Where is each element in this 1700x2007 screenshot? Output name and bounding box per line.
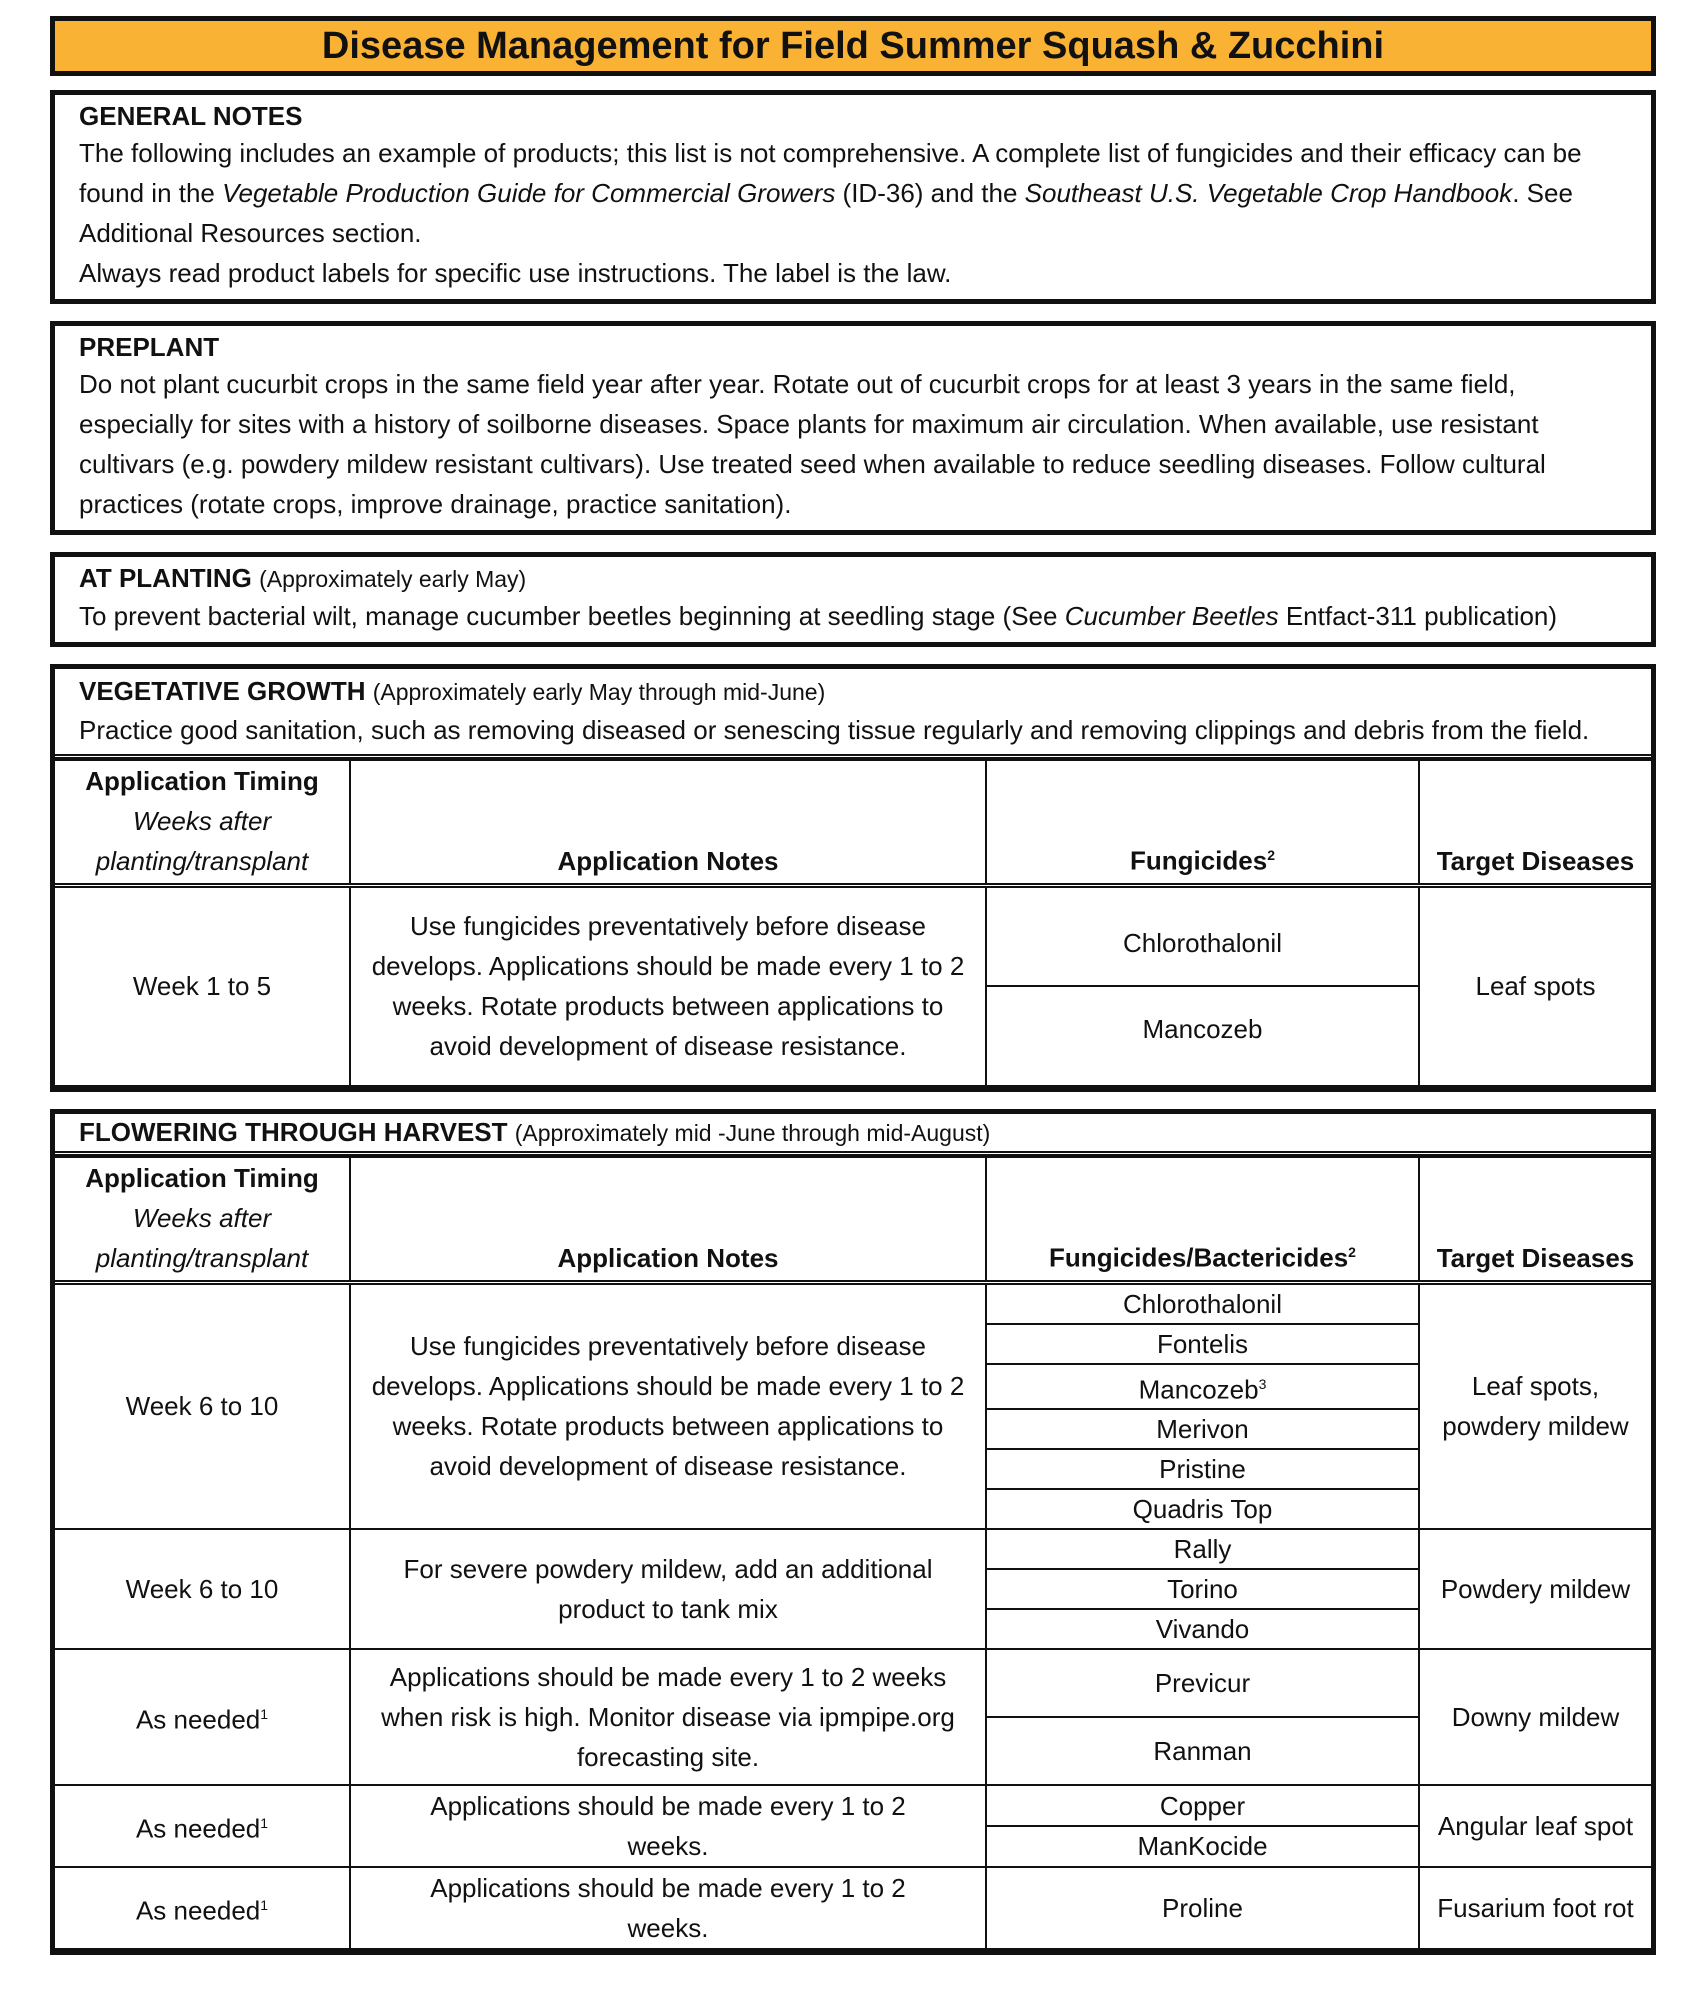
target-cell: Fusarium foot rot <box>1419 1867 1651 1949</box>
at-planting-text-part: Entfact-311 publication) <box>1278 601 1558 631</box>
document-page <box>50 16 1656 1955</box>
timing-text: As needed <box>135 1895 261 1926</box>
product-list <box>987 1787 1418 1865</box>
fungicides-column-header <box>986 1157 1419 1283</box>
notes-cell <box>350 1867 986 1949</box>
timing-cell <box>55 1649 350 1785</box>
vegetative-growth-section <box>50 664 1656 1092</box>
footnote-marker: 2 <box>1267 847 1276 864</box>
products-cell <box>986 1529 1419 1649</box>
table-header-row <box>55 1157 1651 1283</box>
fungicides-header-text: Fungicides <box>1129 846 1268 876</box>
timing-header-italic: Weeks after planting/transplant <box>95 1202 309 1273</box>
table-row <box>55 1867 1651 1949</box>
targets-column-header: Target Diseases <box>1419 1157 1651 1283</box>
table-row <box>55 1282 1651 1529</box>
vegetative-intro <box>55 669 1651 759</box>
footnote-marker: 2 <box>1348 1243 1356 1260</box>
product-item: Merivon <box>987 1410 1418 1450</box>
products-cell <box>986 1649 1419 1785</box>
at-planting-heading <box>79 561 1627 596</box>
footnote-marker: 3 <box>1258 1375 1267 1392</box>
document-title <box>50 16 1656 76</box>
table-row <box>55 886 1651 1086</box>
flowering-heading <box>79 1114 1627 1151</box>
table-row <box>55 1785 1651 1867</box>
product-item: Mancozeb <box>1142 1014 1263 1045</box>
timing-cell <box>55 1867 350 1949</box>
timing-cell <box>55 1785 350 1867</box>
at-planting-text-part: To prevent bacterial wilt, manage cucumber beetles beginning at seedling stage (See <box>79 601 1065 631</box>
product-list <box>987 1650 1418 1784</box>
product-item: Pristine <box>987 1450 1418 1490</box>
product-item: Vivando <box>1155 1614 1250 1645</box>
vegetative-heading <box>79 673 1627 710</box>
product-list <box>987 901 1418 1071</box>
timing-column-header <box>55 760 350 886</box>
at-planting-box <box>50 552 1656 647</box>
target-cell: Leaf spots <box>1419 886 1651 1086</box>
general-notes-text: . See Additional Resources section. <box>79 178 1573 248</box>
vegetative-table <box>55 759 1651 1087</box>
notes-column-header: Application Notes <box>350 760 986 886</box>
general-notes-box <box>50 90 1656 304</box>
product-item <box>987 1365 1418 1411</box>
flowering-section <box>50 1109 1656 1956</box>
product-item: Copper <box>987 1787 1418 1827</box>
product-item: Chlorothalonil <box>987 901 1418 987</box>
vegetative-subheading: (Approximately early May through mid-June) <box>372 679 826 705</box>
product-item: Quadris Top <box>1132 1494 1273 1525</box>
product-item: Ranman <box>1153 1736 1252 1767</box>
product-item: Fontelis <box>987 1325 1418 1365</box>
target-cell: Downy mildew <box>1419 1649 1651 1785</box>
product-item: ManKocide <box>1137 1831 1268 1862</box>
guide-title-italic: Vegetable Production Guide for Commercial Growers <box>222 178 836 208</box>
timing-cell: Week 1 to 5 <box>55 886 350 1086</box>
targets-column-header: Target Diseases <box>1419 760 1651 886</box>
flowering-heading-text: FLOWERING THROUGH HARVEST <box>79 1116 508 1147</box>
vegetative-text: Practice good sanitation, such as removing diseased or senescing tissue regularly and removing clippings and debris from the field. <box>79 715 1590 745</box>
product-list <box>987 1869 1418 1947</box>
target-cell: Angular leaf spot <box>1419 1785 1651 1867</box>
products-cell <box>986 1282 1419 1529</box>
product-item: Previcur <box>987 1650 1418 1718</box>
products-cell <box>986 1785 1419 1867</box>
notes-column-header: Application Notes <box>350 1157 986 1283</box>
at-planting-subheading: (Approximately early May) <box>259 566 527 592</box>
timing-header-bold: Application Timing <box>85 766 319 796</box>
preplant-heading: PREPLANT <box>79 332 220 362</box>
footnote-marker: 1 <box>260 1897 269 1914</box>
timing-column-header <box>55 1157 350 1283</box>
notes-text: Applications should be made every 1 to 2 weeks. <box>430 1791 906 1862</box>
table-row <box>55 1649 1651 1785</box>
notes-cell: Use fungicides preventatively before disease develops. Applications should be made every 1 to 2 weeks. Rotate products between applications to avoid development of disease resistance. <box>350 886 986 1086</box>
flowering-subheading: (Approximately mid -June through mid-August) <box>514 1119 991 1146</box>
products-cell <box>986 1867 1419 1949</box>
flowering-table <box>55 1156 1651 1951</box>
general-notes-paragraph <box>79 133 1627 253</box>
product-list <box>987 1530 1418 1648</box>
flowering-intro <box>55 1114 1651 1156</box>
timing-cell: Week 6 to 10 <box>55 1529 350 1649</box>
target-cell: Leaf spots, powdery mildew <box>1419 1282 1651 1529</box>
preplant-text: Do not plant cucurbit crops in the same field year after year. Rotate out of cucurbit crops for at least 3 years in the same field, especially for sites with a history of soilborne diseases. Space plants for maximum air circulation. When available, use resistant cultivars (e.g. powdery mildew resistant cultivars). Use treated seed when available to reduce seedling diseases. Follow cultural practices (rotate crops, improve drainage, practice sanitation). <box>79 369 1546 519</box>
fungicides-column-header <box>986 760 1419 886</box>
notes-cell <box>350 1785 986 1867</box>
target-cell: Powdery mildew <box>1419 1529 1651 1649</box>
timing-cell: Week 6 to 10 <box>55 1282 350 1529</box>
notes-cell: Use fungicides preventatively before disease develops. Applications should be made every 1 to 2 weeks. Rotate products between applications to avoid development of disease resistance. <box>350 1282 986 1529</box>
at-planting-heading-text: AT PLANTING <box>79 563 252 593</box>
product-list <box>987 1285 1418 1529</box>
vegetative-heading-text: VEGETATIVE GROWTH <box>79 676 366 706</box>
handbook-title-italic: Southeast U.S. Vegetable Crop Handbook <box>1024 178 1513 208</box>
preplant-box <box>50 321 1656 535</box>
title-text: Disease Management for Field Summer Squash & Zucchini <box>321 24 1385 67</box>
product-item: Torino <box>987 1570 1418 1610</box>
products-cell <box>986 886 1419 1086</box>
notes-cell: For severe powdery mildew, add an additional product to tank mix <box>350 1529 986 1649</box>
general-notes-heading: GENERAL NOTES <box>79 101 303 131</box>
general-notes-text: The following includes an example of products; this list is not comprehensive. A complete list of fungicides and their efficacy can be found in the <box>79 138 1582 208</box>
notes-cell: Applications should be made every 1 to 2 weeks when risk is high. Monitor disease via ipmpipe.org forecasting site. <box>350 1649 986 1785</box>
fungicides-header-text: Fungicides/Bactericides <box>1049 1242 1349 1273</box>
general-notes-text: (ID-36) and the <box>835 178 1025 208</box>
publication-italic: Cucumber Beetles <box>1064 601 1279 631</box>
footnote-marker: 1 <box>260 1706 269 1723</box>
timing-text: As needed <box>135 1813 261 1844</box>
product-name: Mancozeb <box>1138 1374 1259 1405</box>
timing-text: As needed <box>135 1704 261 1735</box>
table-row <box>55 1529 1651 1649</box>
table-header-row <box>55 760 1651 886</box>
product-item: Chlorothalonil <box>987 1285 1418 1325</box>
timing-header-bold: Application Timing <box>85 1162 319 1193</box>
label-law-line: Always read product labels for specific use instructions. The label is the law. <box>79 258 952 288</box>
product-item: Proline <box>1162 1893 1243 1924</box>
footnote-marker: 1 <box>260 1815 269 1832</box>
at-planting-text <box>79 596 1627 636</box>
timing-header-italic: Weeks after planting/transplant <box>95 806 309 876</box>
product-item: Rally <box>987 1530 1418 1570</box>
notes-text: Applications should be made every 1 to 2 weeks. <box>430 1873 906 1944</box>
